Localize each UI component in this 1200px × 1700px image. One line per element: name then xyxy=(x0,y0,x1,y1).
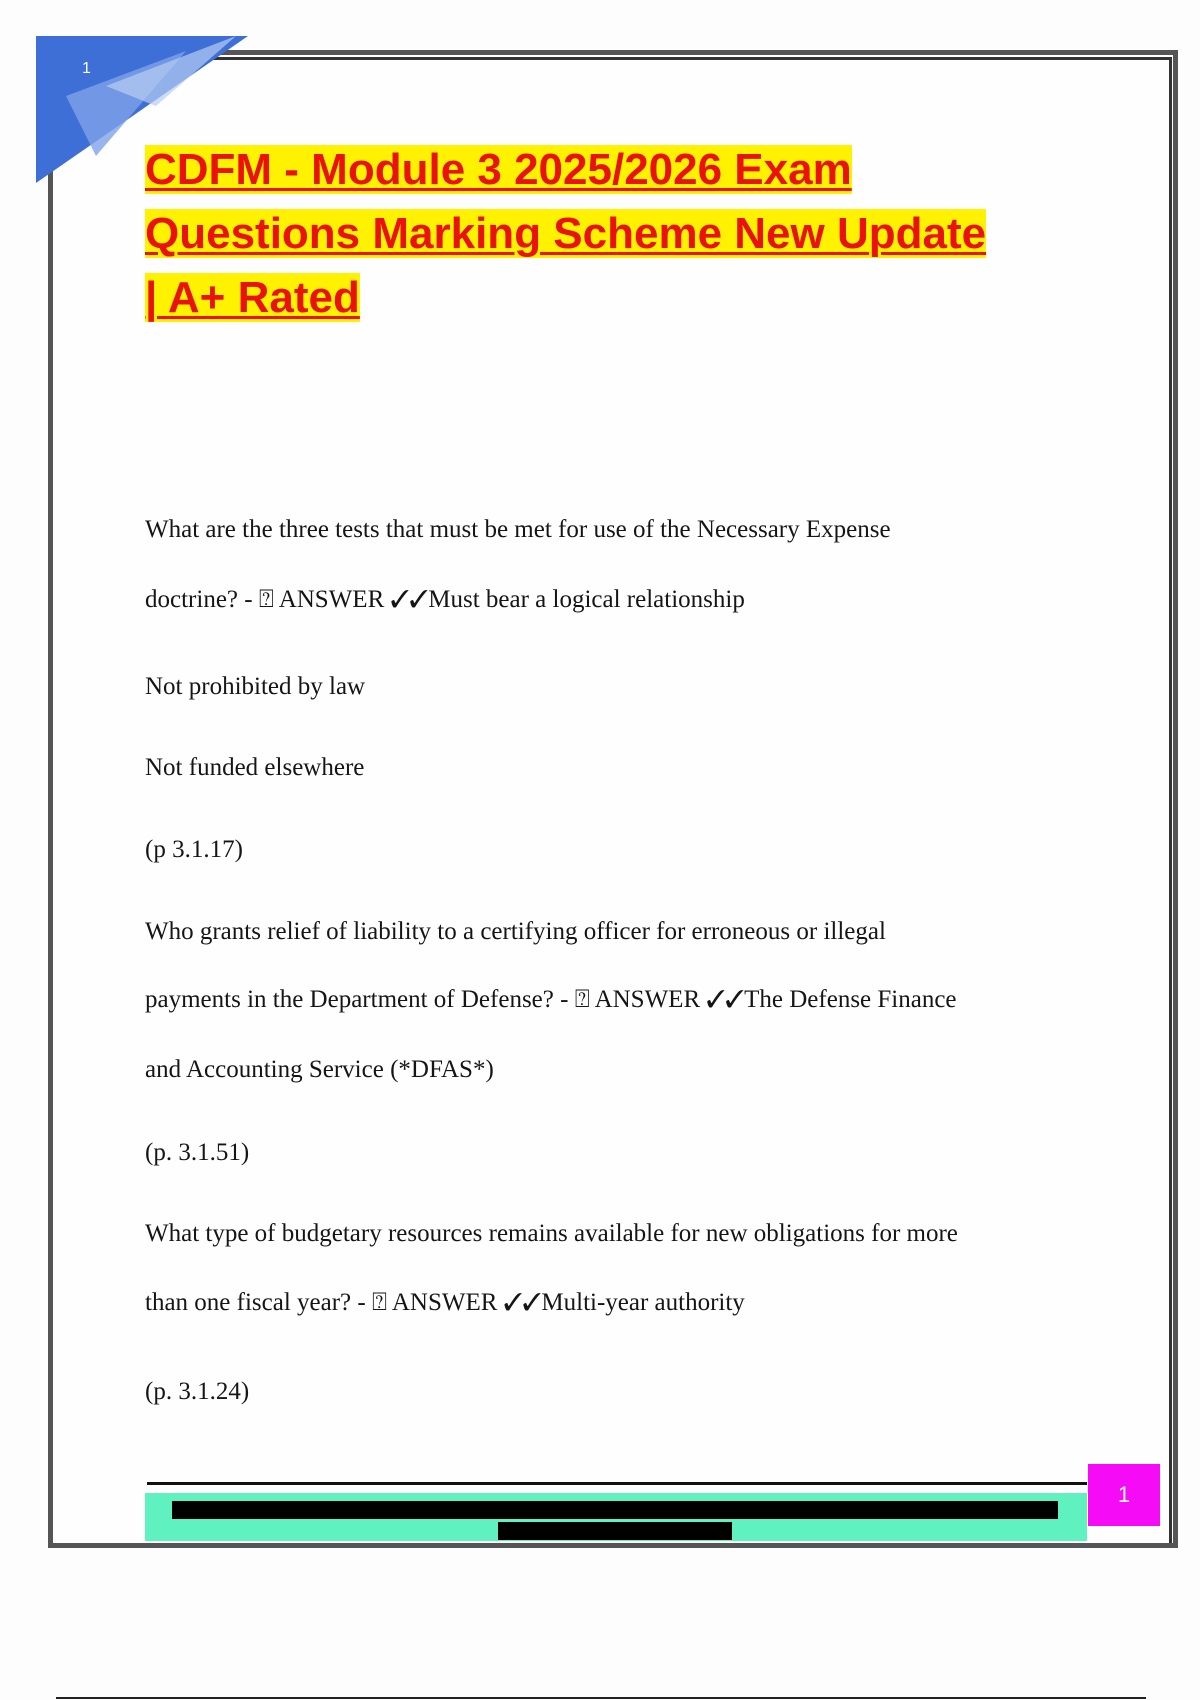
question-2-reference: (p. 3.1.51) xyxy=(145,1139,250,1166)
question-1-line-1: What are the three tests that must be met for use of the Necessary Expense xyxy=(145,516,891,543)
question-3-reference: (p. 3.1.24) xyxy=(145,1378,250,1405)
answer-1-item-2: Not prohibited by law xyxy=(145,673,366,700)
title-line-2: Questions Marking Scheme New Update xyxy=(145,209,987,258)
question-2-answer: payments in the Department of Defense? - ⍰ ANSWER ✓✓The Defense Finance xyxy=(145,986,957,1013)
bottom-rule xyxy=(56,1697,1146,1699)
footer-redaction-bar-small xyxy=(498,1522,732,1540)
question-2-line-1: Who grants relief of liability to a certifying officer for erroneous or illegal xyxy=(145,918,886,945)
document-title xyxy=(145,138,1105,330)
page-number-badge: 1 xyxy=(1088,1464,1160,1526)
footer-rule xyxy=(147,1482,1087,1485)
footer-redaction-bar xyxy=(172,1501,1058,1519)
answer-1-item-3: Not funded elsewhere xyxy=(145,754,365,781)
question-1-answer: doctrine? - ⍰ ANSWER ✓✓Must bear a logical relationship xyxy=(145,586,745,613)
question-3-answer: than one fiscal year? - ⍰ ANSWER ✓✓Multi-year authority xyxy=(145,1289,745,1316)
question-1-reference: (p 3.1.17) xyxy=(145,836,243,863)
title-line-3: | A+ Rated xyxy=(145,273,360,322)
title-line-1: CDFM - Module 3 2025/2026 Exam xyxy=(145,145,852,194)
question-2-answer-continued: and Accounting Service (*DFAS*) xyxy=(145,1056,494,1083)
question-3-line-1: What type of budgetary resources remains available for new obligations for more xyxy=(145,1220,958,1247)
corner-page-number: 1 xyxy=(82,60,91,77)
